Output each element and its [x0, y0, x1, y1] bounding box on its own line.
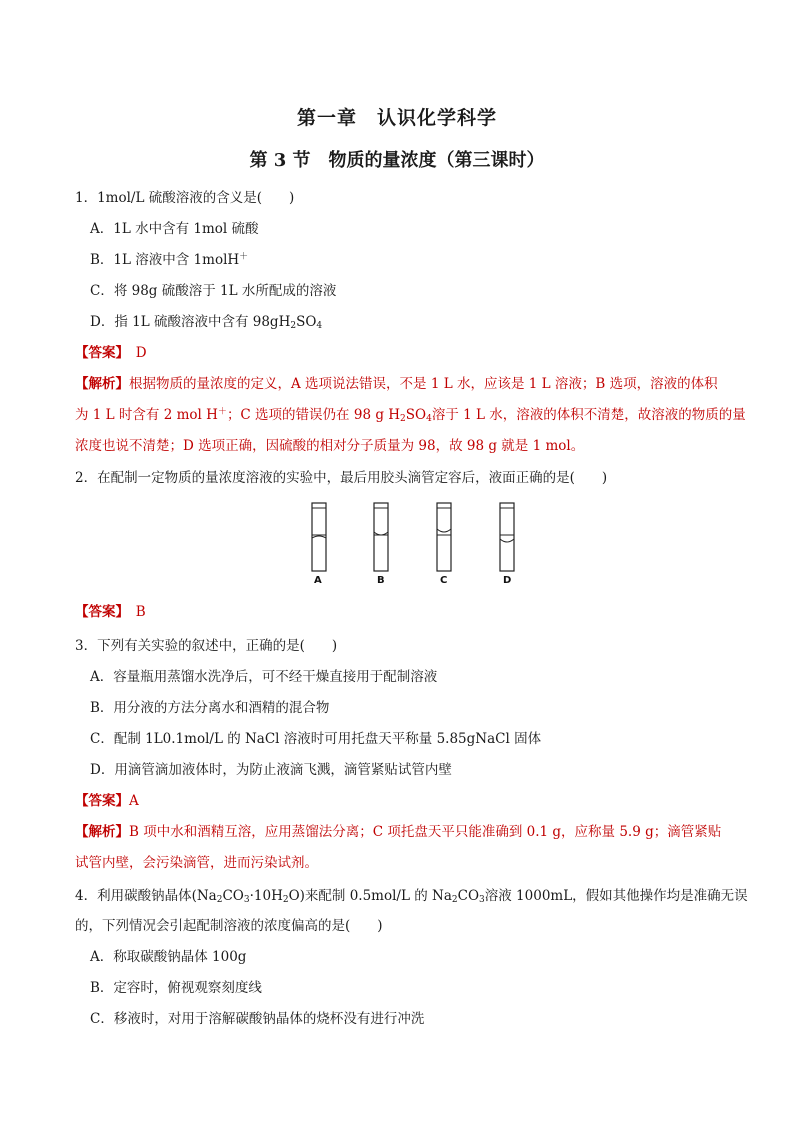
q3-answer: 【答案】A [75, 793, 139, 809]
q1-option-c: C．将 98g 硫酸溶于 1L 水所配成的溶液 [90, 283, 337, 299]
tube-label-d: D [503, 575, 512, 586]
chapter-title: 第一章 认识化学科学 [296, 107, 497, 129]
q4-option-b: B．定容时，俯视观察刻度线 [90, 980, 262, 996]
q3-option-a: A．容量瓶用蒸馏水洗净后，可不经干燥直接用于配制溶液 [90, 669, 438, 685]
section-title: 第 3 节 物质的量浓度（第三课时） [249, 150, 545, 171]
q1-answer: 【答案】 D [75, 345, 147, 361]
q1-stem: 1．1mol/L 硫酸溶液的含义是( ) [75, 190, 295, 206]
tube-label-c: C [440, 575, 448, 586]
q4-option-c: C．移液时，对用于溶解碳酸钠晶体的烧杯没有进行冲洗 [90, 1011, 425, 1027]
q2-stem: 2．在配制一定物质的量浓度溶液的实验中，最后用胶头滴管定容后，液面正确的是( ) [75, 470, 608, 486]
tube-figure [300, 495, 530, 590]
tube-d [500, 503, 514, 586]
q1-option-b: B．1L 溶液中含 1molH＋ [90, 252, 249, 268]
q3-option-c: C．配制 1L0.1mol/L 的 NaCl 溶液时可用托盘天平称量 5.85gNaCl 固体 [90, 731, 542, 747]
q4-stem-line1: 4．利用碳酸钠晶体$(Na_2CO_3\cdot 10H_2O)$来配制 0.5mol/L 的 $Na_2CO_3$溶液 1000mL，假如其他操作均是准确无误 [75, 888, 748, 905]
tube-b [374, 503, 388, 586]
q1-option-d: D．指 1L 硫酸溶液中含有 $98gH_2SO_4$ [90, 314, 323, 331]
q4-stem-line2: 的，下列情况会引起配制溶液的浓度偏高的是( ) [75, 918, 383, 934]
q3-option-d: D．用滴管滴加液体时，为防止液滴飞溅，滴管紧贴试管内壁 [90, 762, 452, 778]
tube-label-b: B [377, 575, 385, 586]
q1-explanation-line1: 【解析】根据物质的量浓度的定义，A 选项说法错误，不是 1 L 水，应该是 1 L 溶液；B 选项，溶液的体积 [75, 376, 718, 392]
q1-explanation-line3: 浓度也说不清楚；D 选项正确，因硫酸的相对分子质量为 98，故 98 g 就是 1 mol。 [75, 438, 585, 454]
q1-explanation-line2: 为 1 L 时含有 2 mol H＋；C 选项的错误仍在 98 g $H_2SO_4$溶于 1 L 水，溶液的体积不清楚，故溶液的物质的量 [75, 407, 746, 424]
q3-explanation-line1: 【解析】B 项中水和酒精互溶，应用蒸馏法分离；C 项托盘天平只能准确到 0.1 g，应称量 5.9 g；滴管紧贴 [75, 824, 722, 840]
q4-option-a: A．称取碳酸钠晶体 100g [90, 949, 247, 965]
q3-explanation-line2: 试管内壁，会污染滴管，进而污染试剂。 [75, 855, 318, 871]
tube-c [437, 503, 451, 586]
tube-label-a: A [314, 575, 322, 586]
q1-option-a: A．1L 水中含有 1mol 硫酸 [90, 221, 259, 237]
tube-a [312, 503, 326, 586]
q3-option-b: B．用分液的方法分离水和酒精的混合物 [90, 700, 330, 716]
q2-answer: 【答案】 B [75, 604, 146, 620]
q3-stem: 3．下列有关实验的叙述中，正确的是( ) [75, 638, 338, 654]
